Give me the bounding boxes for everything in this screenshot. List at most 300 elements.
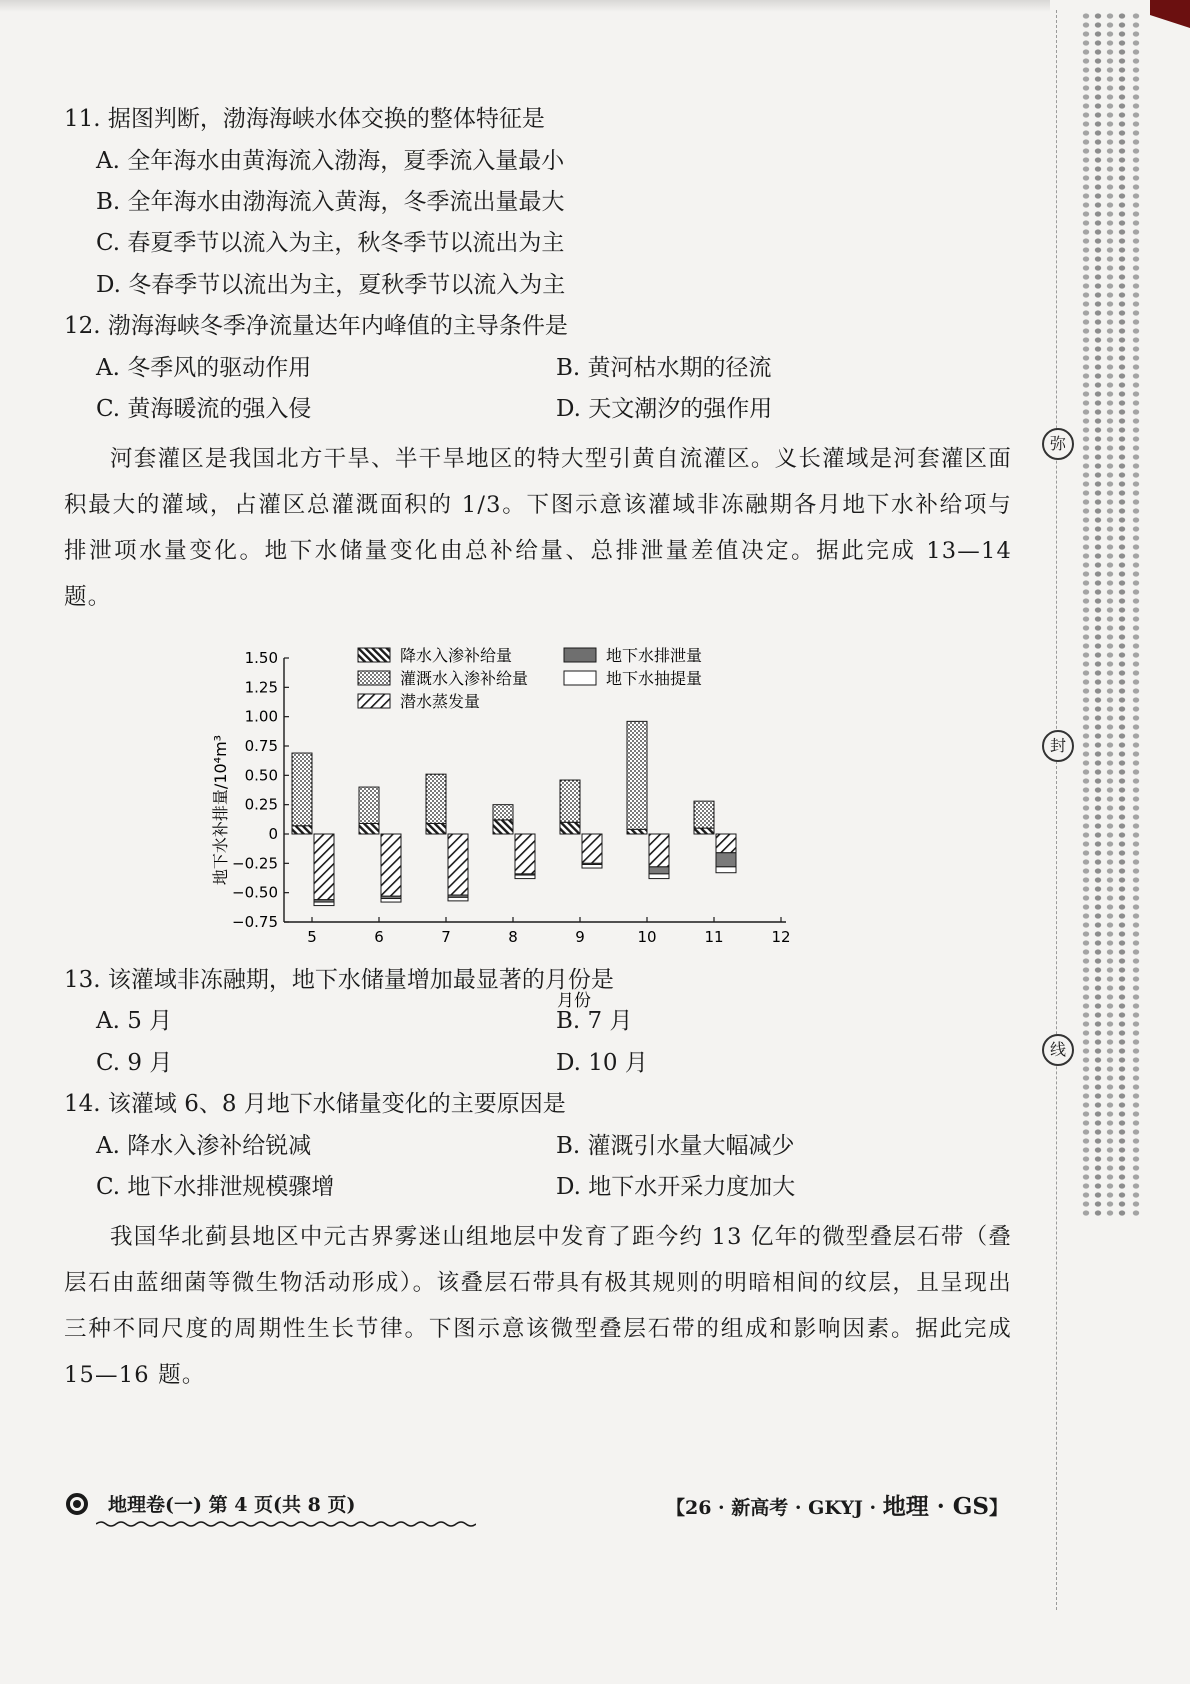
binding-dot — [1095, 238, 1101, 243]
binding-dot — [1107, 706, 1113, 711]
binding-dot — [1095, 400, 1101, 405]
binding-dot — [1083, 49, 1089, 54]
binding-dot — [1119, 373, 1125, 378]
binding-dot — [1119, 634, 1125, 639]
binding-dot — [1119, 1210, 1125, 1215]
binding-dot — [1119, 94, 1125, 99]
chart-legend — [358, 646, 702, 711]
binding-dot — [1133, 625, 1139, 630]
binding-dot — [1119, 1183, 1125, 1188]
binding-dot — [1119, 787, 1125, 792]
binding-dot — [1119, 22, 1125, 27]
binding-dot — [1107, 382, 1113, 387]
binding-dot — [1095, 49, 1101, 54]
binding-dot — [1119, 481, 1125, 486]
binding-dot — [1095, 832, 1101, 837]
y-tick-label: −0.75 — [232, 913, 278, 931]
binding-dot — [1095, 247, 1101, 252]
binding-dot — [1119, 1012, 1125, 1017]
binding-dot — [1107, 598, 1113, 603]
binding-dot — [1133, 1174, 1139, 1179]
binding-dot — [1107, 1039, 1113, 1044]
binding-dot — [1083, 490, 1089, 495]
binding-dot — [1083, 292, 1089, 297]
binding-dot — [1133, 589, 1139, 594]
binding-dot — [1119, 157, 1125, 162]
binding-dot — [1095, 688, 1101, 693]
question-14-option-c[interactable]: C. 地下水排泄规模骤增 — [96, 1174, 335, 1200]
binding-dot — [1107, 733, 1113, 738]
binding-dot — [1083, 913, 1089, 918]
binding-dot — [1107, 535, 1113, 540]
binding-dot — [1133, 724, 1139, 729]
binding-dot — [1083, 1048, 1089, 1053]
binding-dot — [1107, 94, 1113, 99]
binding-dot — [1133, 922, 1139, 927]
binding-dot — [1119, 796, 1125, 801]
binding-dot — [1083, 625, 1089, 630]
binding-dot — [1133, 1129, 1139, 1134]
binding-dot — [1133, 400, 1139, 405]
binding-dot — [1083, 1093, 1089, 1098]
binding-dot — [1083, 283, 1089, 288]
binding-dot — [1083, 310, 1089, 315]
binding-dot — [1107, 751, 1113, 756]
binding-dot — [1083, 733, 1089, 738]
binding-dot — [1095, 814, 1101, 819]
binding-dot — [1119, 697, 1125, 702]
binding-dot — [1083, 850, 1089, 855]
binding-dot — [1133, 436, 1139, 441]
binding-dot — [1095, 103, 1101, 108]
binding-dot — [1133, 958, 1139, 963]
binding-dot — [1133, 697, 1139, 702]
binding-dot — [1107, 616, 1113, 621]
binding-dot — [1119, 1084, 1125, 1089]
binding-dot — [1083, 391, 1089, 396]
binding-dot — [1095, 445, 1101, 450]
binding-dot — [1083, 859, 1089, 864]
bar-irrigation-infiltration — [493, 805, 513, 820]
binding-dot — [1133, 85, 1139, 90]
binding-dot — [1119, 733, 1125, 738]
binding-dot — [1119, 193, 1125, 198]
binding-mark-xian: 线 — [1042, 1034, 1074, 1066]
binding-dot — [1107, 1147, 1113, 1152]
binding-dot — [1095, 454, 1101, 459]
binding-dot — [1119, 85, 1125, 90]
binding-dot — [1095, 589, 1101, 594]
binding-dot — [1083, 976, 1089, 981]
binding-dot — [1095, 985, 1101, 990]
binding-dot — [1107, 1156, 1113, 1161]
binding-dot — [1133, 760, 1139, 765]
binding-dot — [1107, 832, 1113, 837]
binding-dot — [1119, 283, 1125, 288]
binding-dot — [1095, 319, 1101, 324]
legend-drainage-swatch — [564, 648, 596, 662]
binding-dot — [1095, 40, 1101, 45]
binding-dot — [1095, 751, 1101, 756]
binding-dot — [1083, 589, 1089, 594]
binding-dot — [1119, 535, 1125, 540]
binding-dot — [1133, 778, 1139, 783]
chart-bars — [292, 721, 736, 905]
binding-dot — [1119, 706, 1125, 711]
binding-dot — [1133, 445, 1139, 450]
binding-dot — [1083, 877, 1089, 882]
binding-dot — [1119, 274, 1125, 279]
binding-dot — [1095, 769, 1101, 774]
question-11-option-c[interactable]: C. 春夏季节以流入为主，秋冬季节以流出为主 — [96, 230, 565, 256]
binding-dot — [1119, 391, 1125, 396]
question-13-option-d[interactable]: D. 10 月 — [556, 1050, 648, 1076]
question-11-option-d[interactable]: D. 冬春季节以流出为主，夏秋季节以流入为主 — [96, 272, 566, 298]
binding-dot — [1083, 400, 1089, 405]
binding-dot — [1133, 22, 1139, 27]
binding-dot — [1107, 1084, 1113, 1089]
binding-dot — [1133, 121, 1139, 126]
binding-dot — [1119, 922, 1125, 927]
binding-dot — [1107, 544, 1113, 549]
bar-groundwater-drainage — [649, 867, 669, 874]
binding-dot — [1095, 1111, 1101, 1116]
binding-dot — [1083, 463, 1089, 468]
binding-dot — [1133, 229, 1139, 234]
question-11-stem: 11. 据图判断，渤海海峡水体交换的整体特征是 — [64, 106, 545, 132]
binding-dot — [1119, 994, 1125, 999]
binding-dot — [1095, 571, 1101, 576]
binding-dot — [1095, 1210, 1101, 1215]
binding-dot — [1095, 85, 1101, 90]
binding-dot — [1107, 697, 1113, 702]
binding-dot — [1083, 301, 1089, 306]
binding-dot — [1133, 814, 1139, 819]
binding-dot — [1133, 1030, 1139, 1035]
binding-dot — [1133, 769, 1139, 774]
binding-dot — [1133, 1048, 1139, 1053]
binding-dot — [1107, 1120, 1113, 1125]
binding-dot — [1083, 886, 1089, 891]
binding-dot — [1119, 175, 1125, 180]
binding-dot — [1119, 436, 1125, 441]
binding-dot — [1083, 1039, 1089, 1044]
binding-dot — [1083, 220, 1089, 225]
question-11-option-b[interactable]: B. 全年海水由渤海流入黄海，冬季流出量最大 — [96, 189, 565, 215]
binding-dot — [1083, 652, 1089, 657]
binding-dot — [1083, 607, 1089, 612]
binding-dot — [1083, 409, 1089, 414]
binding-dot — [1133, 940, 1139, 945]
binding-dot — [1107, 886, 1113, 891]
y-tick-label: 1.00 — [244, 707, 278, 726]
legend-pumping-label: 地下水抽提量 — [606, 669, 703, 688]
binding-dot — [1095, 949, 1101, 954]
question-13-option-a[interactable]: A. 5 月 — [96, 1008, 173, 1034]
question-14-option-d[interactable]: D. 地下水开采力度加大 — [556, 1174, 796, 1200]
binding-dot — [1119, 427, 1125, 432]
binding-dot — [1119, 778, 1125, 783]
binding-dot — [1133, 481, 1139, 486]
binding-dot — [1083, 373, 1089, 378]
binding-dot — [1095, 130, 1101, 135]
binding-dot — [1119, 202, 1125, 207]
binding-dot — [1119, 139, 1125, 144]
binding-dot — [1095, 121, 1101, 126]
binding-dot — [1083, 940, 1089, 945]
question-14-option-a[interactable]: A. 降水入渗补给锐减 — [96, 1133, 312, 1159]
legend-drainage-label: 地下水排泄量 — [606, 646, 703, 665]
wavy-underline — [96, 1520, 476, 1528]
binding-dot — [1119, 625, 1125, 630]
binding-dot — [1133, 1120, 1139, 1125]
circle-logo-icon — [66, 1493, 88, 1515]
bar-irrigation-infiltration — [426, 774, 446, 823]
binding-dot — [1107, 40, 1113, 45]
binding-dot — [1133, 391, 1139, 396]
binding-dot — [1095, 625, 1101, 630]
bar-precip-infiltration — [292, 826, 312, 834]
bar-phreatic-evaporation — [515, 834, 535, 874]
binding-dot — [1083, 1075, 1089, 1080]
binding-dot — [1095, 301, 1101, 306]
binding-dot — [1083, 1165, 1089, 1170]
binding-dot — [1119, 292, 1125, 297]
binding-dot — [1133, 580, 1139, 585]
binding-dot — [1107, 724, 1113, 729]
binding-dot — [1119, 1066, 1125, 1071]
binding-dot — [1083, 526, 1089, 531]
binding-dot — [1107, 985, 1113, 990]
binding-dot — [1083, 517, 1089, 522]
binding-dot — [1083, 247, 1089, 252]
binding-dot — [1119, 868, 1125, 873]
binding-dot — [1083, 823, 1089, 828]
binding-dot — [1107, 31, 1113, 36]
binding-dot — [1119, 877, 1125, 882]
binding-dot — [1107, 1066, 1113, 1071]
binding-dot — [1119, 517, 1125, 522]
question-12-option-c[interactable]: C. 黄海暖流的强入侵 — [96, 396, 312, 422]
binding-dot — [1095, 409, 1101, 414]
binding-dot — [1083, 931, 1089, 936]
question-13-option-c[interactable]: C. 9 月 — [96, 1050, 173, 1076]
binding-dot — [1083, 1057, 1089, 1062]
legend-pumping-swatch — [564, 671, 596, 685]
binding-dot — [1095, 1147, 1101, 1152]
binding-dot — [1095, 166, 1101, 171]
binding-dot — [1083, 868, 1089, 873]
binding-dot — [1107, 976, 1113, 981]
binding-dot — [1095, 526, 1101, 531]
binding-dot — [1133, 373, 1139, 378]
x-tick-label: 9 — [575, 928, 585, 946]
binding-dot — [1119, 220, 1125, 225]
question-12-option-d[interactable]: D. 天文潮汐的强作用 — [556, 396, 773, 422]
binding-dot — [1133, 1165, 1139, 1170]
binding-dot — [1083, 499, 1089, 504]
binding-dot — [1107, 166, 1113, 171]
question-12-option-b[interactable]: B. 黄河枯水期的径流 — [556, 355, 772, 381]
binding-dot — [1095, 598, 1101, 603]
binding-dot — [1107, 85, 1113, 90]
binding-dot — [1133, 40, 1139, 45]
binding-dot — [1095, 967, 1101, 972]
binding-dot — [1107, 490, 1113, 495]
bar-phreatic-evaporation — [582, 834, 602, 863]
binding-dot — [1095, 1057, 1101, 1062]
binding-dot — [1095, 715, 1101, 720]
groundwater-bar-chart — [200, 640, 860, 1020]
binding-dot — [1107, 814, 1113, 819]
binding-dot — [1107, 328, 1113, 333]
binding-dot — [1133, 733, 1139, 738]
binding-dot — [1133, 58, 1139, 63]
binding-dot — [1107, 1012, 1113, 1017]
binding-dot — [1107, 670, 1113, 675]
binding-dot — [1119, 1138, 1125, 1143]
legend-evaporation-swatch — [358, 694, 390, 708]
binding-dot — [1083, 670, 1089, 675]
binding-dot — [1107, 1075, 1113, 1080]
question-13-option-b[interactable]: B. 7 月 — [556, 1008, 633, 1034]
binding-dot — [1083, 778, 1089, 783]
binding-dot — [1133, 1156, 1139, 1161]
binding-dot — [1119, 184, 1125, 189]
binding-dot — [1107, 553, 1113, 558]
binding-dot — [1119, 337, 1125, 342]
binding-dot — [1133, 1003, 1139, 1008]
binding-dot — [1083, 193, 1089, 198]
binding-dot — [1095, 211, 1101, 216]
x-tick-label: 10 — [637, 928, 657, 946]
binding-dot — [1119, 31, 1125, 36]
binding-dot — [1107, 940, 1113, 945]
binding-dot — [1119, 760, 1125, 765]
binding-dot — [1107, 1021, 1113, 1026]
binding-dot — [1083, 148, 1089, 153]
binding-dot — [1133, 508, 1139, 513]
binding-dot — [1095, 13, 1101, 18]
binding-dot — [1095, 895, 1101, 900]
binding-dot — [1133, 274, 1139, 279]
binding-dot — [1095, 1138, 1101, 1143]
binding-dot — [1107, 265, 1113, 270]
binding-dot — [1083, 1003, 1089, 1008]
binding-dot — [1095, 1183, 1101, 1188]
binding-dot — [1107, 796, 1113, 801]
binding-dot — [1095, 922, 1101, 927]
bar-precip-infiltration — [560, 822, 580, 834]
binding-dot — [1095, 940, 1101, 945]
binding-dot — [1083, 256, 1089, 261]
binding-dot — [1083, 121, 1089, 126]
bar-groundwater-pumping — [716, 867, 736, 873]
binding-dot — [1133, 265, 1139, 270]
binding-dot — [1119, 1165, 1125, 1170]
binding-dot — [1133, 148, 1139, 153]
bar-precip-infiltration — [359, 823, 379, 834]
binding-dot — [1083, 832, 1089, 837]
binding-dot — [1083, 364, 1089, 369]
binding-dot — [1107, 607, 1113, 612]
binding-dot — [1133, 823, 1139, 828]
footer-page-info: 地理卷(一) 第 4 页(共 8 页) — [108, 1494, 356, 1516]
binding-dot — [1107, 436, 1113, 441]
binding-dot — [1133, 292, 1139, 297]
binding-dot — [1083, 742, 1089, 747]
binding-dot — [1133, 76, 1139, 81]
binding-dot — [1133, 346, 1139, 351]
binding-dot — [1083, 94, 1089, 99]
binding-dot — [1095, 1003, 1101, 1008]
binding-dot — [1107, 922, 1113, 927]
binding-dot — [1133, 157, 1139, 162]
question-12-option-a[interactable]: A. 冬季风的驱动作用 — [96, 355, 312, 381]
binding-dot — [1095, 733, 1101, 738]
binding-dot — [1133, 337, 1139, 342]
binding-dot — [1107, 679, 1113, 684]
binding-dot — [1095, 778, 1101, 783]
binding-dot — [1095, 175, 1101, 180]
binding-dot — [1107, 337, 1113, 342]
binding-dot — [1083, 238, 1089, 243]
binding-dot — [1083, 166, 1089, 171]
binding-dot — [1083, 562, 1089, 567]
question-11-option-a[interactable]: A. 全年海水由黄海流入渤海，夏季流入量最小 — [96, 148, 565, 174]
binding-dot — [1107, 625, 1113, 630]
binding-dot — [1133, 1210, 1139, 1215]
binding-dot — [1107, 364, 1113, 369]
binding-dot — [1095, 1102, 1101, 1107]
binding-dot — [1133, 796, 1139, 801]
binding-dot — [1119, 589, 1125, 594]
binding-dot — [1133, 238, 1139, 243]
binding-dot — [1095, 490, 1101, 495]
binding-dot — [1119, 67, 1125, 72]
binding-dot — [1133, 382, 1139, 387]
question-14-option-b[interactable]: B. 灌溉引水量大幅减少 — [556, 1133, 795, 1159]
binding-dot — [1119, 526, 1125, 531]
binding-dot — [1133, 1039, 1139, 1044]
binding-dot — [1095, 346, 1101, 351]
binding-dot — [1095, 364, 1101, 369]
binding-dot — [1119, 472, 1125, 477]
binding-dot — [1133, 31, 1139, 36]
binding-dot — [1119, 571, 1125, 576]
binding-dot — [1107, 688, 1113, 693]
binding-dot — [1083, 265, 1089, 270]
binding-dot — [1107, 850, 1113, 855]
binding-dot — [1133, 535, 1139, 540]
binding-dot — [1133, 409, 1139, 414]
binding-dot — [1107, 202, 1113, 207]
binding-dot — [1107, 1138, 1113, 1143]
binding-dot — [1083, 13, 1089, 18]
binding-dot — [1107, 1183, 1113, 1188]
binding-dot — [1107, 445, 1113, 450]
binding-dot — [1119, 409, 1125, 414]
binding-dot — [1119, 679, 1125, 684]
binding-dot — [1107, 931, 1113, 936]
bar-precip-infiltration — [694, 828, 714, 834]
binding-dot — [1119, 841, 1125, 846]
binding-dot — [1095, 661, 1101, 666]
binding-dot — [1107, 103, 1113, 108]
binding-dot — [1119, 1129, 1125, 1134]
binding-dot — [1133, 463, 1139, 468]
binding-dot — [1133, 328, 1139, 333]
